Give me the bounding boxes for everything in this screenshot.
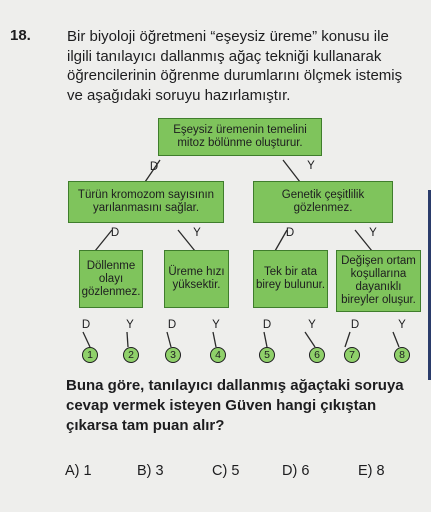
exit-2: 2 (123, 347, 139, 363)
statement-line: yüksektir. (172, 279, 221, 291)
tree-root-statement (158, 118, 322, 156)
question-line: öğrencilerinin öğrenme durumlarını ölçmek istemiş (67, 67, 403, 84)
label-d: D (110, 227, 120, 239)
prompt-line: Buna göre, tanılayıcı dallanmış ağaçtaki soruya (66, 377, 404, 394)
statement-line: mitoz bölünme oluşturur. (177, 137, 303, 149)
option-b[interactable]: B) 3 (137, 463, 164, 479)
exit-3: 3 (165, 347, 181, 363)
tree-rl-statement (253, 250, 328, 308)
prompt-line: cevap vermek isteyen Güven hangi çıkıştan (66, 397, 377, 414)
statement-line: Tek bir ata (263, 266, 318, 278)
exit-1: 1 (82, 347, 98, 363)
question-prompt (66, 376, 421, 436)
label-y: Y (193, 227, 201, 239)
statement-line: Genetik çeşitlilik (281, 189, 365, 201)
exit-7: 7 (344, 347, 360, 363)
statement-line: yarılanmasını sağlar. (92, 202, 200, 214)
statement-line: gözlenmez. (81, 285, 141, 298)
label-y: Y (308, 319, 316, 331)
tree-rr-statement (336, 250, 421, 312)
label-y: Y (307, 160, 315, 172)
tree-right-statement (253, 181, 393, 223)
exit-4: 4 (210, 347, 226, 363)
label-d: D (262, 319, 272, 331)
statement-line: bireyler oluşur. (341, 294, 416, 306)
question-number: 18. (10, 27, 31, 44)
label-d: D (350, 319, 360, 331)
label-d: D (285, 227, 295, 239)
option-c[interactable]: C) 5 (212, 463, 240, 479)
statement-line: Döllenme (86, 259, 136, 272)
tree-left-statement (68, 181, 224, 223)
label-y: Y (126, 319, 134, 331)
label-d: D (81, 319, 91, 331)
statement-line: gözlenmez. (293, 202, 353, 214)
statement-line: dayanıklı (355, 281, 402, 293)
question-line: ve aşağıdaki soruyu hazırlamıştır. (67, 86, 291, 104)
statement-line: koşullarına (350, 268, 407, 280)
option-e[interactable]: E) 8 (358, 463, 385, 479)
label-y: Y (398, 319, 406, 331)
label-d: D (149, 161, 159, 173)
question-line: Bir biyoloji öğretmeni “eşeysiz üreme” konusu ile (67, 28, 389, 45)
statement-line: Türün kromozom sayısının (77, 189, 215, 201)
label-y: Y (369, 227, 377, 239)
exit-6: 6 (309, 347, 325, 363)
prompt-line: çıkarsa tam puan alır? (66, 417, 225, 434)
statement-line: Değişen ortam (341, 255, 416, 267)
exit-5: 5 (259, 347, 275, 363)
label-y: Y (212, 319, 220, 331)
statement-line: birey bulunur. (255, 279, 326, 291)
tree-ll-statement (79, 250, 143, 308)
option-a[interactable]: A) 1 (65, 463, 92, 479)
option-d[interactable]: D) 6 (282, 463, 310, 479)
statement-line: Üreme hızı (168, 266, 225, 278)
tree-lr-statement (164, 250, 229, 308)
label-d: D (167, 319, 177, 331)
statement-line: Eşeysiz üremenin temelini (173, 124, 307, 136)
question-line: ilgili tanılayıcı dallanmış ağaç tekniği kullanarak (67, 47, 382, 65)
exit-8: 8 (394, 347, 410, 363)
statement-line: olayı (98, 272, 124, 285)
